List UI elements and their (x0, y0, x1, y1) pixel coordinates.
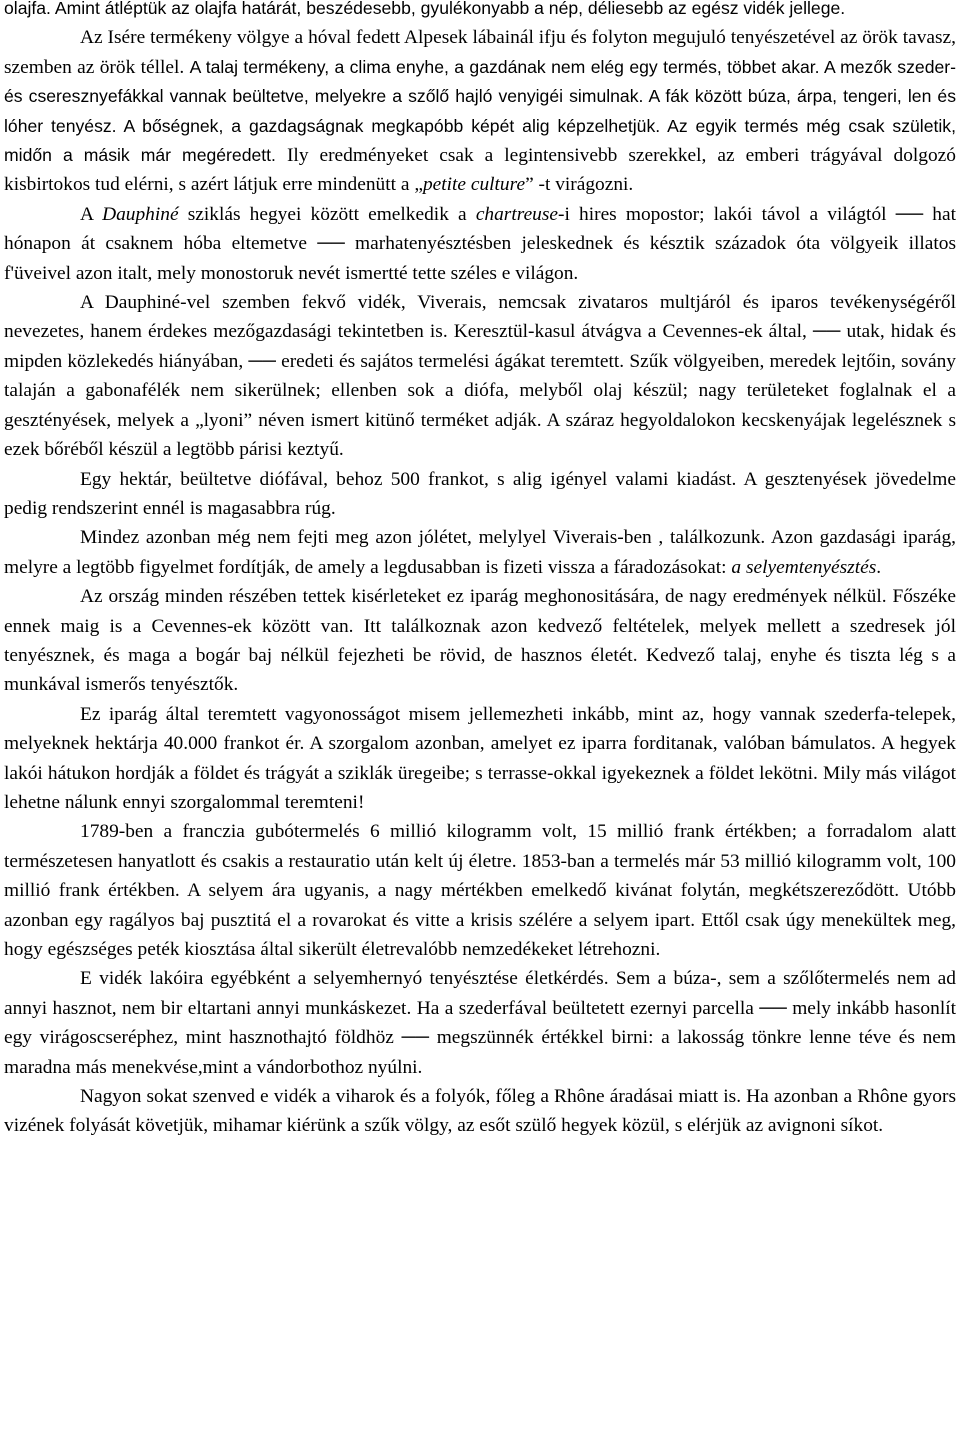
paragraph (4, 523, 956, 582)
paragraph (4, 582, 956, 700)
italic-text: a selyemtenyésztés (731, 556, 877, 578)
text-run: ” -t virágozni. (525, 174, 634, 196)
text-run: sziklás hegyei között emelkedik a (178, 203, 476, 225)
paragraph (4, 1082, 956, 1141)
text-run: Egy hektár, beültetve diófával, behoz 500 frankot, s alig igényel valami kiadást. A gesztenyések jövedelme pedig rendszerint ennél is magasabbra rúg. (4, 468, 956, 519)
paragraph (4, 817, 956, 964)
text-run: . (876, 556, 882, 578)
paragraph (4, 964, 956, 1082)
paragraph (4, 700, 956, 818)
paragraph (4, 288, 956, 464)
italic-text: chartreuse (475, 203, 559, 225)
text-run: E vidék lakóira egyébként a selyemhernyó tenyésztése életkérdés. Sem a búza-, sem a szőlőtermelés nem ad annyi hasznot, nem bir eltartani annyi munkáskezet. Ha a szederfával beültetett ezernyi parcella ── mely inkább hasonlít egy virágoscseréphez, mint hasznothajtó földhöz ── megszünnék értékkel birni: a lakosság tönkre lenne téve és nem maradna más menekvése,mint a vándorbothoz nyúlni. (4, 968, 956, 1078)
italic-text: petite culture (422, 174, 526, 196)
text-run: A talaj termékeny, a clima enyhe, a gazdának nem elég egy termés, többet akar. A mezők szeder- és cseresznyefákkal vannak beültetve, melyekre a szőlő hajló venyigéi simulnak. A fák között búza, árpa, tengeri, len és lóher tenyész. A bőségnek, a gazdagságnak megkapóbb képét alig képzelhetjük. Az egyik termés még csak születik, midőn a másik már megéredett. (4, 56, 956, 166)
text-run: 1789-ben a franczia gubótermelés 6 millió kilogramm volt, 15 millió frank értékben; a forradalom alatt természetesen hanyatlott és csakis a restauratio után kelt új életre. 1853-ban a termelés már 53 millió kilogramm volt, 100 millió frank értékben. A selyem ára ugyanis, a nagy mértékben emelkedő kivánat folytán, megkétszereződött. Utóbb azonban egy ragályos baj pusztitá el a rovarokat és vitte a krisis szélére a selyem ipart. Ettől csak úgy menekültek meg, hogy egészséges peték kiosztása által sikerült életrevalóbb nemzedékeket létrehozni. (4, 821, 956, 960)
text-run: Ez iparág által teremtett vagyonosságot misem jellemezheti inkább, mint az, hogy vannak szederfa-telepek, melyeknek hektárja 40.000 frankot ér. A szorgalom azonban, amelyet ez iparra forditanak, valóban bámulatos. A hegyek lakói hátukon hordják a földet és trágyát a sziklák üregeibe; s terrasse-okkal igyekeznek a földet lekötni. Mily más világot lehetne nálunk ennyi szorgalommal teremteni! (4, 703, 956, 813)
text-run: -i hires mopostor; lakói távol a világtól ── hat hónapon át csaknem hóba eltemetve ── marhatenyésztésben jeleskednek és késztik századok óta völgyeik illatos f'üveivel azon italt, mely monostoruk nevét ismertté tette széles e világon. (4, 203, 956, 284)
paragraph (4, 0, 956, 23)
document-body (4, 0, 956, 1141)
italic-text: Dauphiné (102, 203, 179, 225)
text-run: A Dauphiné-vel szemben fekvő vidék, Viverais, nemcsak zivataros multjáról és iparos tevékenységéről nevezetes, hanem érdekes mezőgazdasági tekintetben is. Keresztül-kasul átvágva a Cevennes-ek által, ── utak, hidak és mipden közlekedés hiányában, ── eredeti és sajátos termelési ágákat teremtett. Szűk völgyeiben, meredek lejtőin, sovány talaján a gabonafélék nem sikerülnek; ellenben sok a diófa, melyből olaj készül; nagy területeket foglalnak el a gesztényések, melyek a „lyoni” néven ismert kitünő terméket adják. A száraz hegyoldalokon kecskenyájak legelésznek s ezek bőréből készül a legtöbb párisi keztyű. (4, 292, 956, 461)
text-run: Nagyon sokat szenved e vidék a viharok és a folyók, főleg a Rhône áradásai miatt is. Ha azonban a Rhône gyors vizének folyását követjük, mihamar kiérünk a szűk völgy, az esőt szülő hegyek közül, s elérjük az avignoni síkot. (4, 1086, 956, 1137)
text-run: A (80, 203, 103, 225)
paragraph (4, 200, 956, 288)
text-run: Az ország minden részében tettek kisérleteket ez iparág meghonositására, de nagy eredmények nélkül. Főszéke ennek maig is a Cevennes-ek között van. Itt találkoznak azon kedvező feltételek, melyek mellett a szedresek jól tenyésznek, és maga a bogár baj nélkül fejezheti be rövid, de hasznos életét. Kedvező talaj, enyhe és tiszta lég s a munkával ismerős tenyésztők. (4, 586, 956, 696)
paragraph (4, 465, 956, 524)
text-run: Ily eredményeket csak a legintensivebb szerekkel, az emberi trágyával dolgozó kisbirtokos tud elérni, s azért látjuk erre mindenütt a „ (4, 145, 956, 196)
text-run: olajfa. Amint átléptük az olajfa határát, beszédesebb, gyulékonyabb a nép, déliesebb az egész vidék jellege. (4, 0, 846, 18)
paragraph (4, 23, 956, 199)
text-run: Mindez azonban még nem fejti meg azon jólétet, melylyel Viverais-ben , találkozunk. Azon gazdasági iparág, melyre a legtöbb figyelmet fordítják, de amely a legdusabban is fizeti vissza a fáradozásokat: (4, 527, 956, 578)
text-run: Az Isére termékeny völgye a hóval fedett Alpesek lábainál ifju és folyton megujuló tenyészetével az örök tavasz, szemben az örök téllel. (4, 27, 956, 78)
